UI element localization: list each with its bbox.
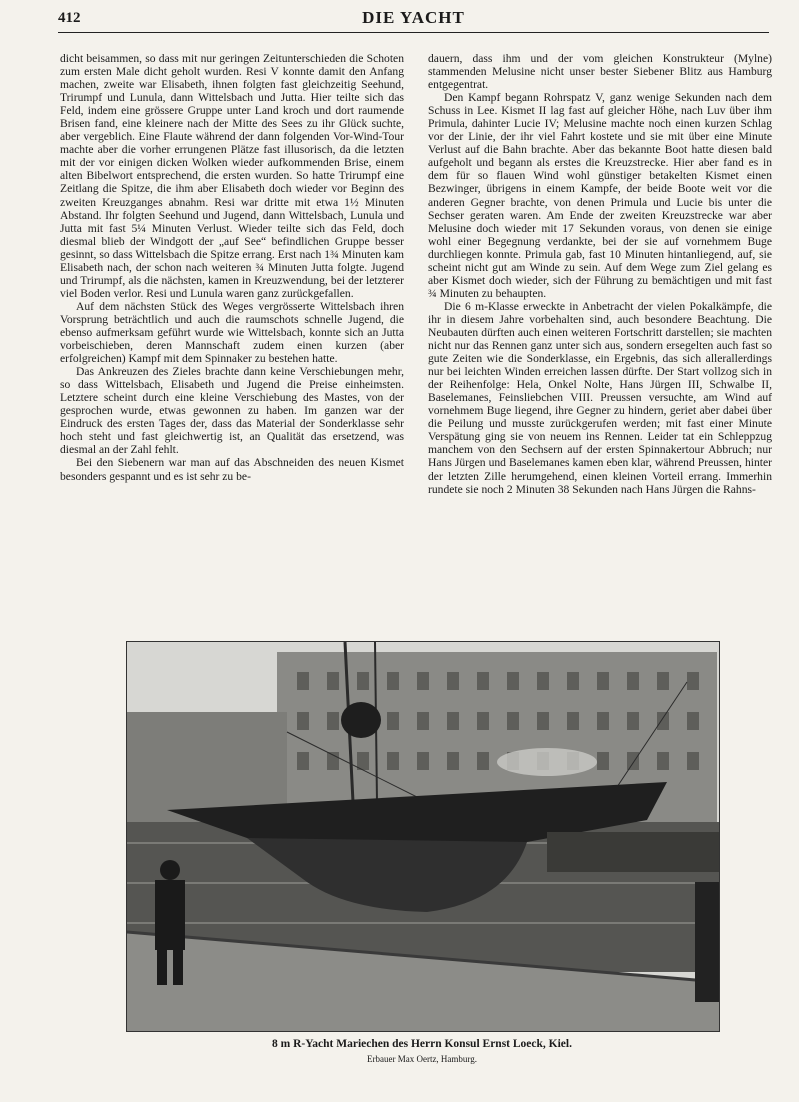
journal-title: DIE YACHT — [362, 8, 465, 27]
figure-caption: 8 m R-Yacht Mariechen des Herrn Konsul Ernst Loeck, Kiel. — [272, 1038, 572, 1050]
paragraph: dicht beisammen, so dass mit nur geringen Zeitunterschieden die Schoten zum ersten Male dicht geholt wurden. Resi V konnte damit den Anfang machen, zweite war Elisabeth, ihnen folgten fast gleichzeitig Seehund, Trirumpf und Lunula, dann Wittelsbach und Jutta. Hier teilte sich das Feld, indem eine grössere Gruppe unter Land kroch und dort raumende Brisen fand, eine kleinere nach der Mitte des Sees zu ihr Glück suchte, aber vergeblich. Eine Flaute während der dann folgenden Vor-Wind-Tour machte aber die vorher errungenen Plätze fast illusorisch, da die letzten mit der vor einigen dicken Wolken wieder aufkommenden Brise, einem alten Bibelwort entsprechend, die ersten wurden. So hatte Trirumpf eine Zeitlang die Spitze, die ihm aber Elisabeth doch wieder vor Beginn des zweiten Kreuzganges abnahm. Resi war dritte mit etwa 1½ Minuten Abstand. Ihr folgten Seehund und Jugend, dann Wittelsbach, Lunula und Jutta mit fast 5¼ Minuten Verlust. Wieder teilte sich das Feld, doch diesmal blieb der Windgott der „auf See“ befindlichen Gruppe besser gesinnt, so dass Wittelsbach die Spitze errang. Erst nach 1¾ Minuten kam Elisabeth nach, der schon nach weiteren ¾ Minuten Jutta folgte. Jugend und Trirumpf, als die nächsten, kamen in Kreuzwendung, bei der letzterer viel Boden verlor. Resi und Lunula waren ganz zurückgefallen. — [60, 52, 404, 300]
right-text-column — [428, 52, 772, 496]
page-header — [58, 8, 769, 33]
page-number: 412 — [58, 10, 81, 26]
paragraph: Das Ankreuzen des Zieles brachte dann keine Verschiebungen mehr, so dass Wittelsbach, Elisabeth und Jugend die Preise einheimsten. Letztere scheint durch eine kleine Verschiebung des Mastes, von der gesprochen wurde, etwas gewonnen zu haben. Im ganzen war der Eindruck des ersten Tages der, dass das Material der Sonderklasse sehr hoch steht und fast gleichwertig ist, an Qualität das ersetzend, was diesmal an der Zahl fehlt. — [60, 365, 404, 457]
yacht-photograph — [126, 641, 720, 1032]
paragraph: dauern, dass ihm und der vom gleichen Konstrukteur (Mylne) stammenden Melusine nicht unser bester Siebener Blitz aus Hamburg entgegentrat. — [428, 52, 772, 92]
yacht-photo-illustration — [127, 642, 719, 1031]
paragraph: Bei den Siebenern war man auf das Abschneiden des neuen Kismet besonders gespannt und es ist sehr zu be- — [60, 456, 404, 483]
paragraph: Auf dem nächsten Stück des Weges vergrösserte Wittelsbach ihren Vorsprung beträchtlich und auch die raumschots schnelle Jugend, die ebenso aufmerksam geführt wurde wie Wittelsbach, konnte sich an Jutta vorbeischieben, deren Mannschaft zudem einen kurzen (aber erfolgreichen) Kampf mit dem Spinnaker zu bestehen hatte. — [60, 299, 404, 366]
figure-credit: Erbauer Max Oertz, Hamburg. — [366, 1054, 478, 1064]
paragraph: Die 6 m-Klasse erweckte in Anbetracht der vielen Pokalkämpfe, die ihr in diesem Jahre vorbehalten sind, auch besondere Beachtung. Die Neubauten dürften auch einen weiteren Fortschritt darstellen; sie machten nicht nur das Rennen ganz unter sich aus, sondern ersegelten auch fast so gute Zeiten wie die Sonderklasse, ein Ergebnis, das sich allerallerdings nur bei leichten Winden erreichen lassen dürfte. Der Start vollzog sich in der Reihenfolge: Hela, Onkel Nolte, Hans Jürgen III, Schwalbe II, Baselemanes, Feinsliebchen VIII. Preussen versuchte, am Wind auf vornehmem Buge liegend, ihre Gegner zu hindern, geriet aber dabei über die Peilung und musste zurückgerufen werden; mit fast einer Minute Verspätung ging sie von neuem ins Rennen. Leider tat ein Schleppzug manchem von den Sechsern auf der ersten Spinnakertour Abbruch; nur Hans Jürgen und Baselemanes kamen eben klar, während Preussen, hinter der letzten Zille herumgehend, einen kleinen Vorteil errang. Immerhin rundete sie noch 2 Minuten 38 Sekunden nach Hans Jürgen die Rahns- — [428, 299, 772, 496]
paragraph: Den Kampf begann Rohrspatz V, ganz wenige Sekunden nach dem Schuss in Lee. Kismet II lag fast auf gleicher Höhe, nach Luv über ihm Primula, dahinter Lucie IV; Melusine machte noch einen kurzen Schlag vor der Linie, der ihr viel Fahrt kostete und sie mit über eine Minute Verlust auf die Bahn brachte. Aber das bekannte Boot hatte diesen bald aufgeholt und begann als erstes die Kreuzstrecke. Hier aber fand es in dem für so flauen Wind wohl günstiger betakelten Kismet einen Bezwinger, übrigens in einem Kampfe, der beide Boote weit vor die anderen Gegner brachte, von denen Primula und Lucie bis unter die Sechser geraten waren. Am Ende der zweiten Kreuzstrecke war aber Melusine doch wieder mit 17 Sekunden voraus, von denen sie einige wohl einer Begegnung verdankte, bei der sie auf vornehmem Buge durchliegen konnte. Primula gab, fast 10 Minuten hintanliegend, auf, sie scheint nicht gut am Winde zu sein. Auf dem Wege zum Ziel gelang es aber Kismet doch wieder, sich der Führung zu bemächtigen und mit fast ¾ Minuten zu behaupten. — [428, 91, 772, 300]
left-text-column — [60, 52, 404, 483]
